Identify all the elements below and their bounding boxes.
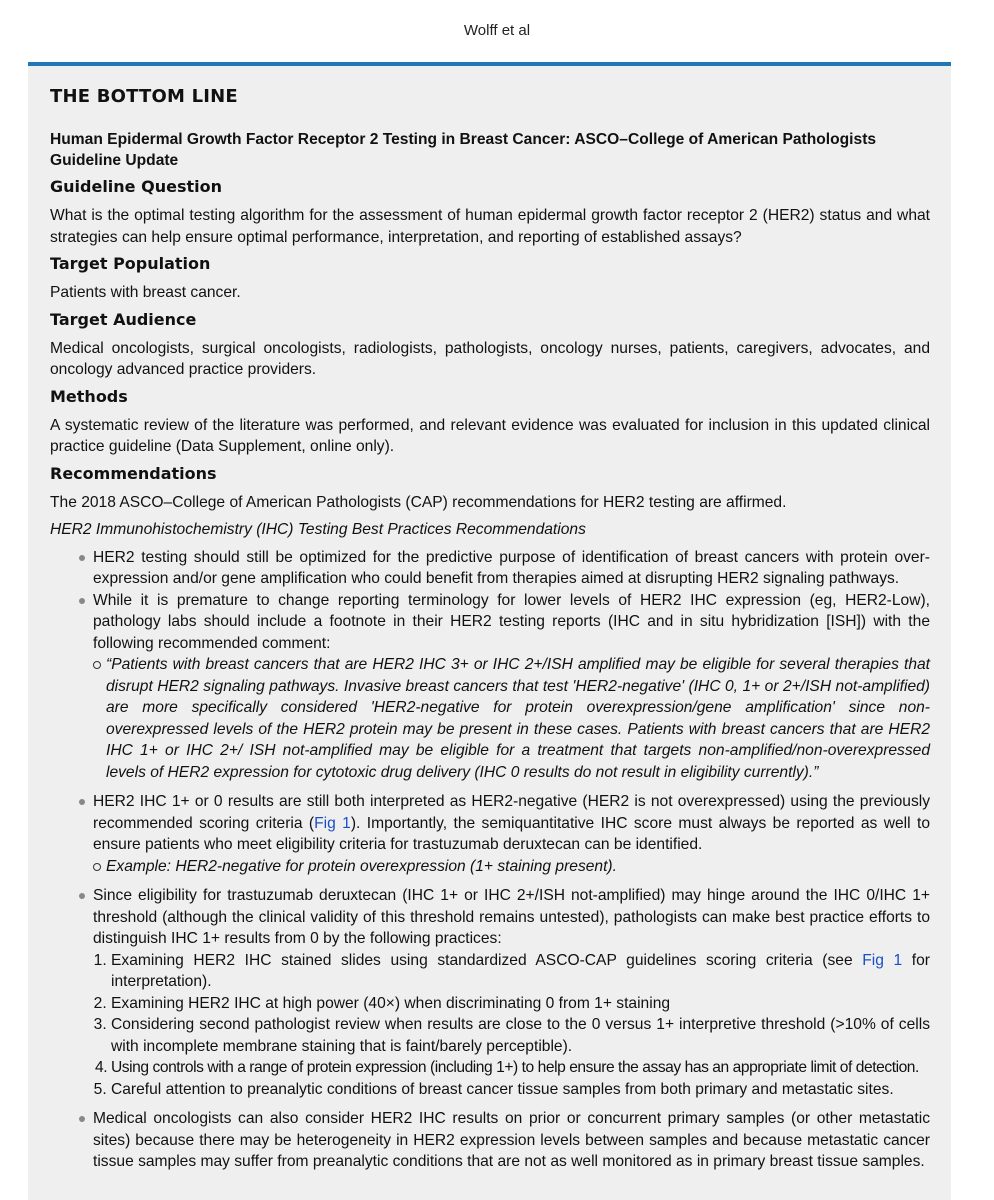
recommendation-item	[93, 885, 930, 1100]
recommendation-item	[93, 590, 930, 784]
example-note: Example: HER2-negative for protein overexpression (1+ staining present).	[93, 856, 930, 878]
practice-3-text: Considering second pathologist review when results are close to the 0 versus 1+ interpretive threshold (>10% of cells with incomplete membrane staining that is faint/barely perceptible).	[111, 1016, 930, 1055]
guideline-question-text: What is the optimal testing algorithm for the assessment of human epidermal growth factor receptor 2 (HER2) status and what strategies can help ensure optimal performance, interpretation, and reporting of established assays?	[50, 207, 930, 246]
practice-item	[111, 993, 930, 1015]
best-practices-list	[93, 950, 930, 1101]
recommendation-list	[50, 547, 930, 1173]
heading-recommendations: Recommendations	[50, 463, 217, 483]
document-title: Human Epidermal Growth Factor Receptor 2 Testing in Breast Cancer: ASCO–College of American Pathologists Guideline Update	[50, 131, 877, 169]
practice-1-text-b: for interpretation).	[111, 951, 930, 990]
practice-4-text: Using controls with a range of protein expression (including 1+) to help ensure the assay has an appropriate limit of detection.	[111, 1059, 919, 1076]
recommendation-item	[93, 791, 930, 877]
recommendations-intro: The 2018 ASCO–College of American Pathologists (CAP) recommendations for HER2 testing are affirmed.	[50, 493, 787, 511]
recommendation-5-text: Medical oncologists can also consider HER2 IHC results on prior or concurrent primary samples (or other metastatic sites) because there may be heterogeneity in HER2 expression levels between samples and because metastatic cancer tissue samples may suffer from preanalytic conditions that are not as well monitored as in primary breast tissue samples.	[93, 1110, 930, 1170]
ihc-best-practices-subhead: HER2 Immunohistochemistry (IHC) Testing Best Practices Recommendations	[50, 521, 586, 538]
recommendation-3-text-b: ). Importantly, the semiquantitative IHC score must always be reported as well to ensure patients who meet eligibility criteria for trastuzumab deruxtecan can be identified.	[93, 814, 930, 853]
practice-item	[111, 950, 930, 993]
recommendation-1-text: HER2 testing should still be optimized for the predictive purpose of identification of breast cancers with protein over-expression and/or gene amplification who could benefit from therapies aimed at disrupting HER2 signaling pathways.	[93, 548, 930, 587]
fig-1-link[interactable]: Fig 1	[314, 814, 351, 832]
practice-5-text: Careful attention to preanalytic conditions of breast cancer tissue samples from both primary and metastatic sites.	[111, 1080, 894, 1098]
heading-guideline-question: Guideline Question	[50, 177, 222, 196]
box-title: THE BOTTOM LINE	[50, 86, 238, 107]
methods-text: A systematic review of the literature was performed, and relevant evidence was evaluated for inclusion in this updated clinical practice guideline (Data Supplement, online only).	[50, 416, 930, 455]
recommendation-4-text: Since eligibility for trastuzumab deruxtecan (IHC 1+ or IHC 2+/ISH not-amplified) may hinge around the IHC 0/IHC 1+ threshold (although the clinical validity of this threshold remains untested), pathologists can make best practice efforts to distinguish IHC 1+ results from 0 by the following practices:	[93, 887, 930, 947]
heading-target-population: Target Population	[50, 254, 211, 273]
bottom-line-box	[28, 62, 951, 1200]
recommendation-item	[93, 547, 930, 590]
heading-methods: Methods	[50, 386, 128, 406]
practice-1-text-a: Examining HER2 IHC stained slides using standardized ASCO-CAP guidelines scoring criteria (see	[111, 951, 863, 969]
running-head: Wolff et al	[463, 22, 531, 39]
practice-2-text: Examining HER2 IHC at high power (40×) when discriminating 0 from 1+ staining	[111, 994, 671, 1012]
recommendation-3-text-a: HER2 IHC 1+ or 0 results are still both interpreted as HER2-negative (HER2 is not overexpressed) using the previously recommended scoring criteria (	[93, 793, 930, 832]
practice-item	[111, 1057, 930, 1079]
heading-target-audience: Target Audience	[50, 309, 197, 329]
practice-item	[111, 1014, 930, 1057]
practice-item	[111, 1079, 930, 1101]
target-population-text: Patients with breast cancer.	[50, 284, 241, 301]
recommended-comment: “Patients with breast cancers that are HER2 IHC 3+ or IHC 2+/ISH amplified may be eligible for several therapies that disrupt HER2 signaling pathways. Invasive breast cancers that test 'HER2-negative' (IHC 0, 1+ or 2+/ISH not-amplified) are more specifically considered 'HER2-negative for protein overexpression/gene amplification' since non-overexpressed levels of the HER2 protein may be present in these cases. Patients with breast cancers that are HER2 IHC 1+ or IHC 2+/ ISH not-amplified may be eligible for a treatment that targets non-amplified/non-overexpressed levels of HER2 expression for cytotoxic drug delivery (IHC 0 results do not result in eligibility currently).”	[93, 654, 930, 783]
target-audience-text: Medical oncologists, surgical oncologists, radiologists, pathologists, oncology nurses, patients, caregivers, advocates, and oncology advanced practice providers.	[50, 339, 930, 378]
fig-1-link[interactable]: Fig 1	[862, 951, 903, 969]
recommendation-item	[93, 1108, 930, 1173]
recommendation-2-text: While it is premature to change reporting terminology for lower levels of HER2 IHC expression (eg, HER2-Low), pathology labs should include a footnote in their HER2 testing reports (IHC and in situ hybridization [ISH]) with the following recommended comment:	[93, 591, 930, 652]
